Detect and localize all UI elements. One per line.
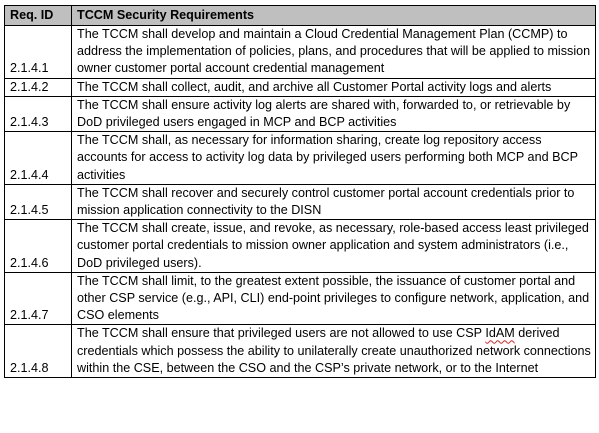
req-id-cell: 2.1.4.7 (5, 272, 72, 325)
table-row (5, 220, 596, 273)
req-id-cell: 2.1.4.8 (5, 325, 72, 378)
req-id-cell: 2.1.4.6 (5, 220, 72, 273)
req-id-cell: 2.1.4.2 (5, 78, 72, 96)
requirements-table (4, 5, 596, 378)
table-row (5, 26, 596, 79)
table-row (5, 272, 596, 325)
column-header-requirements: TCCM Security Requirements (72, 6, 596, 26)
req-id-cell: 2.1.4.1 (5, 26, 72, 79)
requirement-text-cell: The TCCM shall ensure activity log alerts are shared with, forwarded to, or retrievable by DoD privileged users engaged in MCP and BCP activities (72, 96, 596, 131)
table-row (5, 184, 596, 219)
spellcheck-flagged-word: IdAM (485, 326, 515, 341)
req-id-cell: 2.1.4.4 (5, 132, 72, 185)
requirement-text-cell: The TCCM shall recover and securely control customer portal account credentials prior to mission application connectivity to the DISN (72, 184, 596, 219)
requirement-text-cell: The TCCM shall limit, to the greatest extent possible, the issuance of customer portal and other CSP service (e.g., API, CLI) end-point privileges to configure network, application, and CSO elements (72, 272, 596, 325)
header-row (5, 6, 596, 26)
requirement-text-part: derived credentials which possess the ability to unilaterally create unauthorized network connections within the CSE, between the CSO and the CSP’s private network, or to the Internet (77, 326, 591, 375)
column-header-req-id: Req. ID (5, 6, 72, 26)
table-row (5, 325, 596, 378)
requirement-text-cell: The TCCM shall, as necessary for information sharing, create log repository access accounts for access to activity log data by privileged users performing both MCP and BCP activities (72, 132, 596, 185)
requirement-text-cell: The TCCM shall create, issue, and revoke, as necessary, role-based access least privileged customer portal credentials to mission owner application and system administrators (i.e., DoD privileged users). (72, 220, 596, 273)
table-body (5, 26, 596, 378)
table-header (5, 6, 596, 26)
table-row (5, 132, 596, 185)
req-id-cell: 2.1.4.5 (5, 184, 72, 219)
requirement-text-part: The TCCM shall ensure that privileged users are not allowed to use CSP (77, 326, 486, 341)
table-row (5, 96, 596, 131)
requirement-text-cell (72, 325, 596, 378)
requirement-text-cell: The TCCM shall collect, audit, and archive all Customer Portal activity logs and alerts (72, 78, 596, 96)
req-id-cell: 2.1.4.3 (5, 96, 72, 131)
requirement-text-cell: The TCCM shall develop and maintain a Cloud Credential Management Plan (CCMP) to address the implementation of policies, plans, and procedures that will be applied to mission owner customer portal account credential management (72, 26, 596, 79)
table-row (5, 78, 596, 96)
